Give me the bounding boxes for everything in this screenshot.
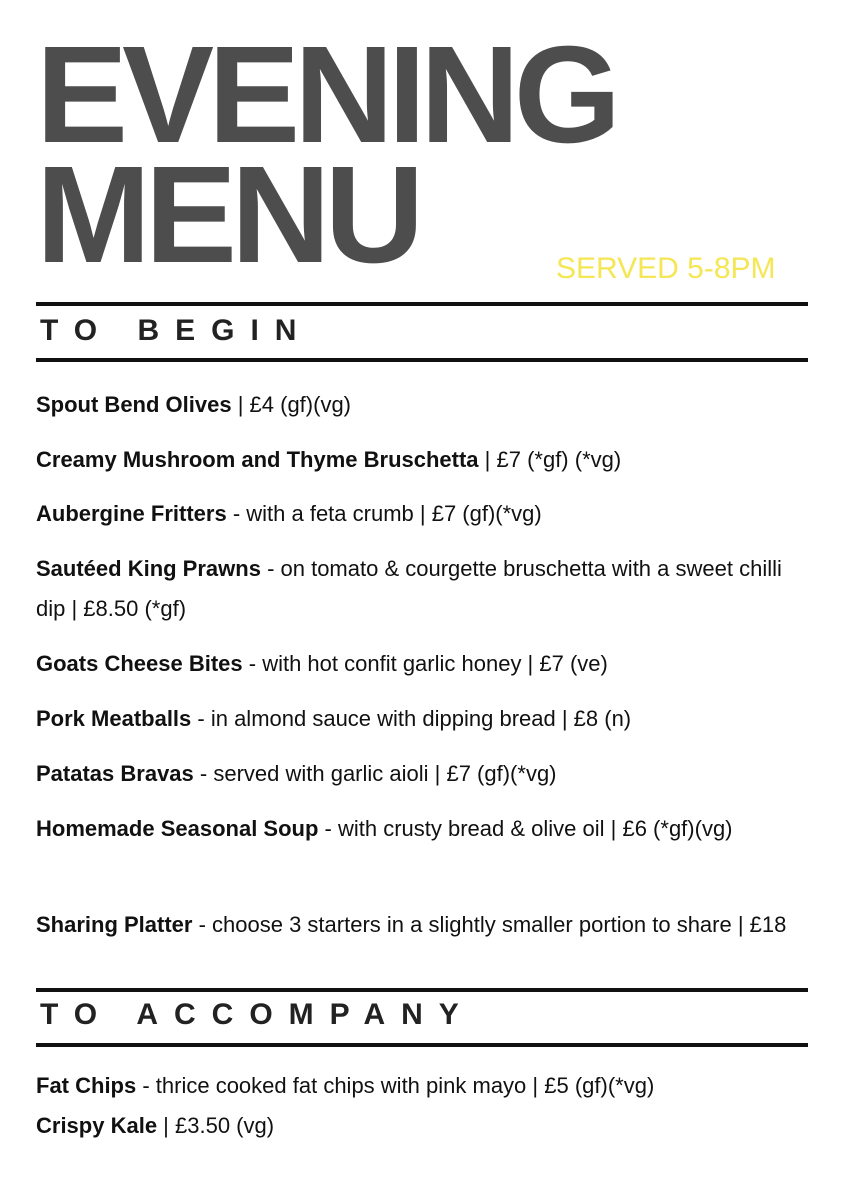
menu-item-description: | £7 (*gf) (*vg) xyxy=(478,447,622,472)
menu-item xyxy=(36,754,816,794)
menu-title-menu: MENU xyxy=(36,138,419,292)
menu-item xyxy=(36,385,816,425)
menu-item-name: Goats Cheese Bites xyxy=(36,651,243,676)
menu-item-description: - with hot confit garlic honey | £7 (ve) xyxy=(242,651,608,676)
menu-item xyxy=(36,644,816,684)
menu-item-description: - thrice cooked fat chips with pink mayo | £5 (gf)(*vg) xyxy=(136,1073,655,1098)
menu-item xyxy=(36,494,816,534)
menu-item xyxy=(36,1106,816,1146)
menu-item-description: - on tomato & courgette bruschetta with a sweet chilli dip | £8.50 (*gf) xyxy=(36,556,782,621)
menu-item-description: - in almond sauce with dipping bread | £8 (n) xyxy=(191,706,632,731)
menu-item-name: Patatas Bravas xyxy=(36,761,194,786)
divider-bottom-begin xyxy=(36,358,808,362)
served-hours: SERVED 5-8PM xyxy=(556,252,776,285)
divider-top-accompany xyxy=(36,988,808,992)
menu-item-name: Pork Meatballs xyxy=(36,706,192,731)
menu-item-name: Sharing Platter xyxy=(36,912,193,937)
menu-item-description: | £3.50 (vg) xyxy=(157,1113,275,1138)
menu-item-description: - with crusty bread & olive oil | £6 (*gf)(vg) xyxy=(318,816,733,841)
menu-item-description: | £4 (gf)(vg) xyxy=(231,392,352,417)
menu-item-name: Homemade Seasonal Soup xyxy=(36,816,319,841)
menu-title-evening: EVENING xyxy=(36,18,616,172)
menu-item-name: Spout Bend Olives xyxy=(36,392,232,417)
menu-item-name: Crispy Kale xyxy=(36,1113,158,1138)
menu-item-name: Creamy Mushroom and Thyme Bruschetta xyxy=(36,447,479,472)
menu-item-description: - choose 3 starters in a slightly smaller portion to share | £18 xyxy=(192,912,787,937)
menu-item xyxy=(36,1066,816,1106)
section-heading-to-accompany: TO ACCOMPANY xyxy=(40,998,475,1031)
menu-item xyxy=(36,549,816,629)
divider-bottom-accompany xyxy=(36,1043,808,1047)
menu-item xyxy=(36,440,816,480)
menu-item xyxy=(36,699,816,739)
section-heading-to-begin: TO BEGIN xyxy=(40,314,313,347)
menu-item-name: Sautéed King Prawns xyxy=(36,556,261,581)
menu-item-name: Aubergine Fritters xyxy=(36,501,227,526)
menu-item xyxy=(36,809,816,849)
divider-top-begin xyxy=(36,302,808,306)
menu-item-description: - with a feta crumb | £7 (gf)(*vg) xyxy=(226,501,542,526)
menu-item-description: - served with garlic aioli | £7 (gf)(*vg) xyxy=(193,761,557,786)
menu-item xyxy=(36,905,816,945)
menu-item-name: Fat Chips xyxy=(36,1073,137,1098)
